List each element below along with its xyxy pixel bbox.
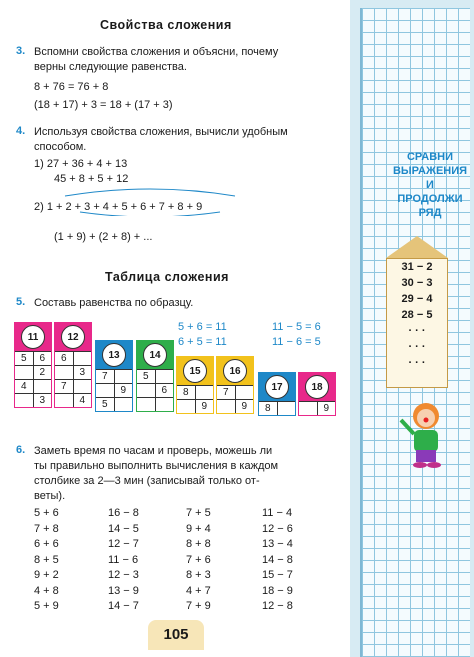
- card-cell[interactable]: 6: [55, 352, 73, 365]
- card-cell[interactable]: [235, 386, 254, 399]
- card-row: [217, 385, 253, 399]
- series-item: 31 − 2: [401, 261, 433, 273]
- exercise-expression: 14 − 5: [108, 522, 139, 535]
- task-6-text-3: столбике за 2—3 мин (записывай только от-: [34, 475, 260, 487]
- card-cell[interactable]: [277, 402, 296, 415]
- card-row: [217, 399, 253, 413]
- exercise-expression: 7 + 5: [186, 507, 211, 519]
- addition-card-15: [176, 356, 214, 414]
- card-cell[interactable]: [114, 370, 133, 383]
- house-body: [386, 258, 448, 388]
- card-sum: 12: [61, 325, 85, 349]
- exercise-expression: 14 − 8: [262, 553, 293, 566]
- sidebar-title-line: СРАВНИ: [406, 151, 454, 163]
- card-row: [137, 383, 173, 397]
- exercise-expression: 9 + 2: [34, 569, 59, 581]
- card-cell[interactable]: 4: [73, 394, 92, 407]
- card-cell[interactable]: 3: [33, 394, 52, 407]
- card-row: [55, 365, 91, 379]
- exercise-expression: 12 − 8: [262, 600, 293, 612]
- task-6-number: 6.: [16, 444, 26, 456]
- card-cell[interactable]: [73, 380, 92, 393]
- sidebar-title-line: РЯД: [418, 207, 442, 219]
- card-cell[interactable]: 9: [195, 400, 214, 413]
- card-row: [55, 379, 91, 393]
- card-head: [137, 341, 173, 369]
- card-cell[interactable]: 5: [15, 352, 33, 365]
- card-cell[interactable]: [177, 400, 195, 413]
- card-head: [55, 323, 91, 351]
- card-row: [137, 369, 173, 383]
- card-head: [96, 341, 132, 369]
- example-eq-1: 5 + 6 = 11: [178, 321, 227, 333]
- example-eq-2: 6 + 5 = 11: [178, 336, 227, 348]
- task-6-text-4: веты).: [34, 490, 66, 502]
- card-cell[interactable]: 5: [96, 398, 114, 411]
- exercise-expression: 7 + 9: [186, 600, 211, 612]
- exercise-expression: 15 − 7: [262, 569, 293, 581]
- card-cell[interactable]: [137, 384, 155, 397]
- card-sum: 16: [223, 359, 247, 383]
- card-cell[interactable]: [73, 352, 92, 365]
- series-item: 30 − 3: [401, 277, 433, 289]
- card-sum: 15: [183, 359, 207, 383]
- card-sum: 18: [305, 375, 329, 399]
- card-cell[interactable]: 4: [15, 380, 33, 393]
- exercise-expression: 18 − 9: [262, 584, 293, 597]
- card-sum: 14: [143, 343, 167, 367]
- card-cell[interactable]: 9: [317, 402, 336, 415]
- task-4-item-2-hint: (1 + 9) + (2 + 8) + ...: [54, 231, 153, 243]
- card-row: [259, 401, 295, 415]
- card-cell[interactable]: [155, 370, 174, 383]
- card-cell[interactable]: 9: [235, 400, 254, 413]
- page-number: 105: [148, 620, 204, 650]
- task-4-number: 4.: [16, 125, 26, 137]
- sidebar-title-line: И: [426, 179, 434, 191]
- exercise-expression: 12 − 3: [108, 569, 139, 581]
- addition-card-12: [54, 322, 92, 408]
- example-eq-3: 11 − 5 = 6: [272, 321, 321, 333]
- section-title-table: Таблица сложения: [105, 270, 229, 284]
- exercise-expression: 11 − 6: [108, 553, 139, 566]
- card-cell[interactable]: [195, 386, 214, 399]
- exercise-expression: 9 + 4: [186, 522, 211, 535]
- card-head: [177, 357, 213, 385]
- card-cell[interactable]: 8: [177, 386, 195, 399]
- card-row: [137, 397, 173, 411]
- card-cell[interactable]: [96, 384, 114, 397]
- card-cell[interactable]: 7: [217, 386, 235, 399]
- sidebar-title-line: ВЫРАЖЕНИЯ: [392, 165, 468, 177]
- section-title-properties: Свойства сложения: [100, 18, 232, 32]
- clown-icon: [396, 398, 452, 470]
- card-cell[interactable]: [55, 394, 73, 407]
- card-cell[interactable]: 3: [73, 366, 92, 379]
- exercise-expression: 5 + 9: [34, 600, 59, 612]
- addition-card-16: [216, 356, 254, 414]
- exercise-expression: 5 + 6: [34, 507, 59, 519]
- card-row: [55, 393, 91, 407]
- card-cell[interactable]: 5: [137, 370, 155, 383]
- task-3-text-1: Вспомни свойства сложения и объясни, почему: [34, 46, 279, 58]
- card-sum: 17: [265, 375, 289, 399]
- exercise-expression: 6 + 6: [34, 538, 59, 550]
- exercise-expression: 16 − 8: [108, 507, 139, 519]
- task-5-text: Составь равенства по образцу.: [34, 297, 194, 309]
- exercise-expression: 8 + 8: [186, 538, 211, 550]
- exercise-expression: 7 + 6: [186, 553, 211, 566]
- task-3-equation-2: (18 + 17) + 3 = 18 + (17 + 3): [34, 99, 173, 111]
- exercise-expression: 8 + 3: [186, 569, 211, 581]
- sidebar-title: [388, 150, 472, 220]
- task-5-number: 5.: [16, 296, 26, 308]
- card-row: [177, 385, 213, 399]
- card-row: [15, 365, 51, 379]
- card-row: [96, 397, 132, 411]
- series-item: 28 − 5: [401, 309, 433, 321]
- card-head: [15, 323, 51, 351]
- card-row: [96, 369, 132, 383]
- task-4-item-1a: 1) 27 + 36 + 4 + 13: [34, 158, 128, 170]
- addition-card-14: [136, 340, 174, 412]
- card-head: [217, 357, 253, 385]
- card-cell[interactable]: [137, 398, 155, 411]
- card-cell[interactable]: 8: [259, 402, 277, 415]
- sidebar-title-line: ПРОДОЛЖИ: [397, 193, 463, 205]
- card-row: [15, 351, 51, 365]
- card-row: [96, 383, 132, 397]
- card-cell[interactable]: [217, 400, 235, 413]
- series-item: · · ·: [408, 341, 426, 353]
- task-3-number: 3.: [16, 45, 26, 57]
- exercise-expression: 8 + 5: [34, 553, 59, 566]
- series-item: · · ·: [408, 357, 426, 369]
- exercise-expression: 13 − 9: [108, 584, 139, 597]
- series-item: · · ·: [408, 325, 426, 337]
- exercise-expression: 12 − 7: [108, 538, 139, 550]
- card-row: [177, 399, 213, 413]
- card-cell[interactable]: 7: [55, 380, 73, 393]
- addition-card-17: [258, 372, 296, 416]
- card-row: [15, 379, 51, 393]
- house-series: [386, 236, 448, 386]
- task-6-text-2: ты правильно выполнить вычисления в каждом: [34, 460, 279, 472]
- addition-card-18: [298, 372, 336, 416]
- task-4-text-1: Используя свойства сложения, вычисли удобным: [34, 126, 288, 138]
- exercise-expression: 7 + 8: [34, 522, 59, 535]
- card-cell[interactable]: [55, 366, 73, 379]
- example-eq-4: 11 − 6 = 5: [272, 336, 321, 348]
- card-cell[interactable]: [155, 398, 174, 411]
- task-3-text-2: верны следующие равенства.: [34, 61, 187, 73]
- task-4-text-2: способом.: [34, 141, 87, 153]
- card-cell[interactable]: [114, 398, 133, 411]
- card-sum: 13: [102, 343, 126, 367]
- card-cell[interactable]: 6: [155, 384, 174, 397]
- exercise-expression: 4 + 7: [186, 584, 211, 597]
- exercise-expression: 4 + 8: [34, 584, 59, 597]
- card-sum: 11: [21, 325, 45, 349]
- card-row: [15, 393, 51, 407]
- card-head: [259, 373, 295, 401]
- card-cell[interactable]: [15, 394, 33, 407]
- task-4-item-2: 2) 1 + 2 + 3 + 4 + 5 + 6 + 7 + 8 + 9: [34, 201, 203, 213]
- house-roof: [386, 236, 448, 258]
- card-cell[interactable]: 2: [33, 366, 52, 379]
- card-head: [299, 373, 335, 401]
- card-row: [55, 351, 91, 365]
- exercise-expression: 14 − 7: [108, 600, 139, 612]
- task-6-text-1: Заметь время по часам и проверь, можешь ли: [34, 445, 273, 457]
- series-item: 29 − 4: [401, 293, 433, 305]
- exercise-expression: 11 − 4: [262, 507, 293, 519]
- card-cell[interactable]: [15, 366, 33, 379]
- exercise-expression: 12 − 6: [262, 522, 293, 535]
- card-cell[interactable]: 7: [96, 370, 114, 383]
- card-cell[interactable]: 9: [114, 384, 133, 397]
- card-cell[interactable]: [299, 402, 317, 415]
- exercise-expression: 13 − 4: [262, 538, 293, 550]
- addition-card-11: [14, 322, 52, 408]
- card-cell[interactable]: 6: [33, 352, 52, 365]
- task-3-equation-1: 8 + 76 = 76 + 8: [34, 81, 109, 93]
- task-4-item-1b: 45 + 8 + 5 + 12: [54, 173, 129, 185]
- addition-card-13: [95, 340, 133, 412]
- card-row: [299, 401, 335, 415]
- card-cell[interactable]: [33, 380, 52, 393]
